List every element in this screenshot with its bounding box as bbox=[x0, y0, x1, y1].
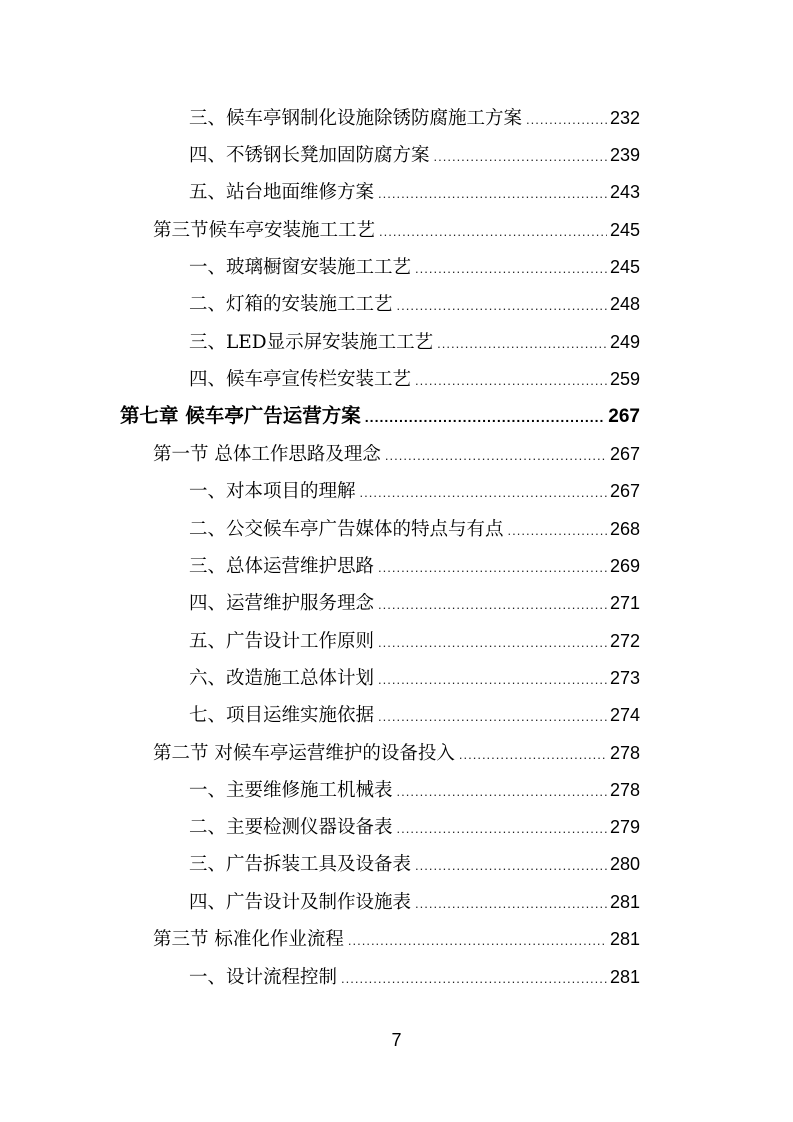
toc-section-entry[interactable] bbox=[153, 442, 640, 468]
toc-entry-page: 281 bbox=[609, 929, 640, 949]
dot-leader bbox=[360, 481, 607, 505]
toc-entry-page: 239 bbox=[609, 145, 640, 165]
toc-section-entry[interactable] bbox=[153, 927, 640, 953]
toc-entry-title: 四、候车亭宣传栏安装工艺 bbox=[189, 369, 412, 390]
toc-entry-title: 三、LED显示屏安装施工工艺 bbox=[189, 332, 434, 353]
dot-leader bbox=[459, 743, 607, 767]
toc-entry-page: 271 bbox=[609, 593, 640, 613]
toc-entry-title: 一、主要维修施工机械表 bbox=[189, 780, 393, 801]
dot-leader bbox=[378, 182, 607, 206]
toc-entry-title: 四、广告设计及制作设施表 bbox=[189, 892, 412, 913]
toc-entry[interactable] bbox=[189, 666, 640, 692]
toc-section-entry[interactable] bbox=[153, 218, 640, 244]
toc-entry[interactable] bbox=[189, 255, 640, 281]
toc-entry-page: 269 bbox=[609, 556, 640, 576]
toc-entry-title: 四、不锈钢长凳加固防腐方案 bbox=[189, 145, 430, 166]
dot-leader bbox=[379, 220, 607, 244]
toc-entry-page: 267 bbox=[608, 406, 640, 427]
toc-entry-page: 267 bbox=[609, 444, 640, 464]
toc-entry-title: 一、对本项目的理解 bbox=[189, 481, 356, 502]
toc-entry-page: 248 bbox=[609, 294, 640, 314]
toc-entry[interactable] bbox=[189, 778, 640, 804]
toc-entry[interactable] bbox=[189, 367, 640, 393]
dot-leader bbox=[434, 145, 607, 169]
toc-entry-title: 一、设计流程控制 bbox=[189, 967, 338, 988]
dot-leader bbox=[378, 593, 607, 617]
toc-entry-page: 267 bbox=[609, 481, 640, 501]
toc-entry[interactable] bbox=[189, 703, 640, 729]
toc-entry[interactable] bbox=[189, 965, 640, 991]
toc-entry-page: 281 bbox=[609, 892, 640, 912]
toc-entry-page: 245 bbox=[609, 257, 640, 277]
toc-entry-title: 二、主要检测仪器设备表 bbox=[189, 817, 393, 838]
dot-leader bbox=[415, 257, 607, 281]
toc-entry-title: 一、玻璃橱窗安装施工工艺 bbox=[189, 257, 412, 278]
toc-entry-title: 第三节 标准化作业流程 bbox=[153, 929, 344, 950]
toc-entry[interactable] bbox=[189, 330, 640, 356]
toc-entry[interactable] bbox=[189, 591, 640, 617]
toc-entry-page: 259 bbox=[609, 369, 640, 389]
toc-entry-title: 二、灯箱的安装施工工艺 bbox=[189, 294, 393, 315]
toc-entry-page: 272 bbox=[609, 631, 640, 651]
toc-entry-page: 245 bbox=[609, 220, 640, 240]
toc-entry[interactable] bbox=[189, 554, 640, 580]
dot-leader bbox=[348, 929, 607, 953]
toc-entry-page: 268 bbox=[609, 519, 640, 539]
dot-leader bbox=[378, 631, 607, 655]
toc-entry-title: 第一节 总体工作思路及理念 bbox=[153, 444, 381, 465]
dot-leader bbox=[415, 854, 607, 878]
toc-entry-page: 273 bbox=[609, 668, 640, 688]
toc-entry-page: 249 bbox=[609, 332, 640, 352]
toc-entry-title: 五、站台地面维修方案 bbox=[189, 182, 375, 203]
toc-entry[interactable] bbox=[189, 629, 640, 655]
dot-leader bbox=[397, 294, 607, 318]
toc-entry[interactable] bbox=[189, 852, 640, 878]
toc-entry-title: 三、总体运营维护思路 bbox=[189, 556, 375, 577]
dot-leader bbox=[397, 817, 607, 841]
toc-entry[interactable] bbox=[189, 180, 640, 206]
toc-entry[interactable] bbox=[189, 292, 640, 318]
toc-entry-title: 第二节 对候车亭运营维护的设备投入 bbox=[153, 743, 455, 764]
dot-leader bbox=[341, 967, 607, 991]
dot-leader bbox=[415, 369, 607, 393]
toc-entry-page: 278 bbox=[609, 780, 640, 800]
toc-entry-title: 第三节候车亭安装施工工艺 bbox=[153, 220, 376, 241]
toc-entry-page: 279 bbox=[609, 817, 640, 837]
toc-entry[interactable] bbox=[189, 143, 640, 169]
dot-leader bbox=[508, 519, 607, 543]
toc-entry[interactable] bbox=[189, 815, 640, 841]
toc-entry-title: 七、项目运维实施依据 bbox=[189, 705, 375, 726]
page-number: 7 bbox=[391, 1030, 402, 1050]
dot-leader bbox=[397, 780, 607, 804]
toc-entry-title: 第七章 候车亭广告运营方案 bbox=[120, 404, 361, 427]
toc-entry-page: 274 bbox=[609, 705, 640, 725]
toc-entry-title: 四、运营维护服务理念 bbox=[189, 593, 375, 614]
toc-entry-page: 281 bbox=[609, 967, 640, 987]
toc-entry[interactable] bbox=[189, 517, 640, 543]
dot-leader bbox=[415, 892, 607, 916]
toc-entry-title: 二、公交候车亭广告媒体的特点与有点 bbox=[189, 519, 504, 540]
toc-entry-title: 六、改造施工总体计划 bbox=[189, 668, 375, 689]
dot-leader bbox=[378, 668, 607, 692]
toc-entry-page: 243 bbox=[609, 182, 640, 202]
toc-section-entry[interactable] bbox=[153, 741, 640, 767]
dot-leader bbox=[437, 332, 607, 356]
dot-leader bbox=[378, 705, 607, 729]
toc-entry-page: 280 bbox=[609, 854, 640, 874]
dot-leader bbox=[378, 556, 607, 580]
toc-entry[interactable] bbox=[189, 890, 640, 916]
toc-entry-title: 三、广告拆装工具及设备表 bbox=[189, 854, 412, 875]
dot-leader bbox=[365, 405, 606, 429]
dot-leader bbox=[385, 444, 607, 468]
toc-entry[interactable] bbox=[189, 106, 640, 132]
toc-entry-page: 232 bbox=[609, 108, 640, 128]
toc-entry-title: 五、广告设计工作原则 bbox=[189, 631, 375, 652]
toc-entry-title: 三、候车亭钢制化设施除锈防腐施工方案 bbox=[189, 108, 523, 129]
toc-entry[interactable] bbox=[189, 479, 640, 505]
toc-chapter-entry[interactable] bbox=[120, 404, 640, 429]
dot-leader bbox=[526, 108, 607, 132]
toc-entry-page: 278 bbox=[609, 743, 640, 763]
